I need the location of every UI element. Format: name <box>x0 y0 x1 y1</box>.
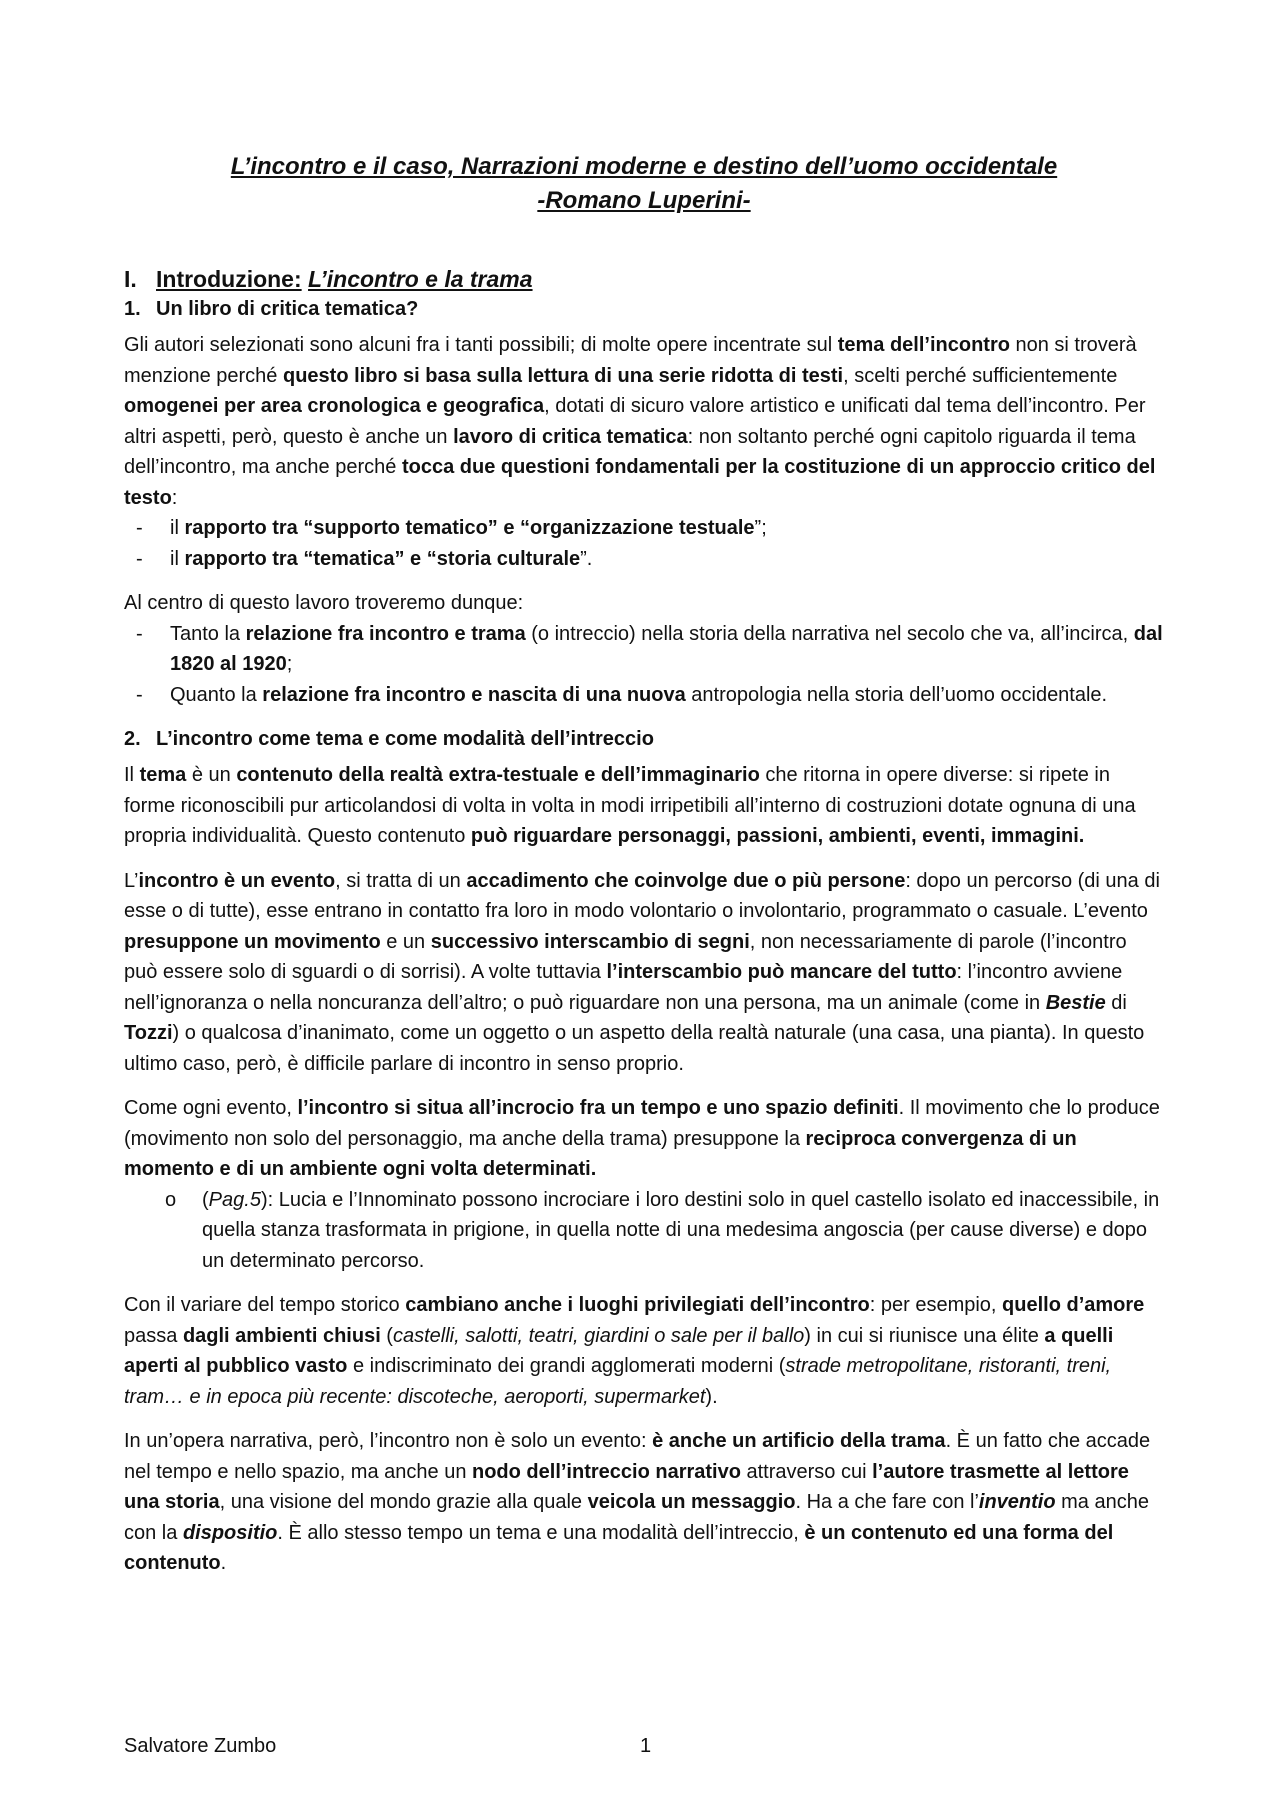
bold-run: quello d’amore <box>1002 1294 1145 1316</box>
bold-run: tema dell’incontro <box>837 334 1010 356</box>
title-line-1: L’incontro e il caso, Narrazioni moderne e destino dell’uomo occidentale <box>230 153 1058 180</box>
bold-run: l’interscambio può mancare del tutto <box>606 961 957 983</box>
section-2-paragraph-2 <box>124 866 1164 1080</box>
bold-run: cambiano anche i luoghi privilegiati dell’incontro <box>405 1294 870 1316</box>
text-run: . Ha a che fare con l’ <box>795 1491 979 1513</box>
text-run: , si tratta di un <box>335 869 467 892</box>
bold-run: dagli ambienti chiusi <box>182 1324 381 1347</box>
text-run: . <box>220 1552 227 1574</box>
text-run: . Il movimento che lo produce (movimento non solo del personaggio, ma anche della trama) presuppone la <box>124 1097 1160 1150</box>
bold-run: veicola un messaggio <box>587 1491 796 1513</box>
text-run: : l’incontro avviene nell’ignoranza o nella noncuranza dell’altro; o può riguardare non una persona, ma un animale (come in <box>124 961 1123 1014</box>
text-run: ). <box>705 1385 718 1408</box>
chapter-number: I. <box>124 266 137 292</box>
text-run: : per esempio, <box>869 1294 1003 1316</box>
section-2-title: L’incontro come tema e come modalità dell’intreccio <box>156 728 654 750</box>
text-run: che ritorna in opere diverse: si ripete in forme riconoscibili pur articolandosi di volta in volta in modi irripetibili all’interno di costruzioni dotate ognuna di una propria individualità. Questo contenuto <box>124 764 1136 847</box>
text-run: ) o qualcosa d’inanimato, come un oggetto o un aspetto della realtà naturale (una casa, una pianta). In questo ultimo caso, però, è difficile parlare di incontro in senso proprio. <box>124 1022 1145 1075</box>
text-run: e indiscriminato dei grandi agglomerati moderni ( <box>347 1355 786 1377</box>
bold-run: è un contenuto ed una forma del contenuto <box>124 1521 1114 1574</box>
list-item <box>124 680 1164 711</box>
section-1-paragraph-1 <box>124 330 1164 513</box>
text-run: ; <box>286 653 293 675</box>
footer-author: Salvatore Zumbo <box>124 1735 277 1757</box>
text-run: di <box>1105 991 1127 1014</box>
text-run: . È un fatto che accade nel tempo e nello spazio, ma anche un <box>124 1430 1151 1483</box>
text-run: ( <box>202 1188 209 1211</box>
section-1-title: Un libro di critica tematica? <box>156 298 419 320</box>
section-1-number: 1. <box>124 298 141 320</box>
italic-run: strade metropolitane, ristoranti, treni, tram… e in epoca più recente: discoteche, aeroporti, supermarket <box>124 1355 1112 1408</box>
bold-run: reciproca convergenza di un momento e di un ambiente ogni volta determinati. <box>124 1127 1077 1180</box>
text-run: ): Lucia e l’Innominato possono incrociare i loro destini solo in quel castello isolato ed inaccessibile, in quella stanza trasformata in prigione, in quella notte di una medesima angoscia (per cause diverse) e dopo un determinato percorso. <box>202 1188 1160 1272</box>
text-run: : <box>171 486 178 509</box>
bold-run: tocca due questioni fondamentali per la costituzione di un approccio critico del testo <box>124 456 1156 509</box>
bold-run: nodo dell’intreccio narrativo <box>472 1460 741 1483</box>
bold-italic-run: dispositio <box>182 1521 278 1544</box>
text-run: Quanto la <box>170 683 263 706</box>
bold-italic-run: inventio <box>978 1491 1056 1513</box>
text-run: passa <box>124 1324 183 1347</box>
bold-run: tema <box>139 764 187 786</box>
footer-page-number: 1 <box>640 1735 652 1757</box>
bold-run: incontro è un evento <box>138 869 336 892</box>
text-run: attraverso cui <box>740 1460 873 1483</box>
text-run: , dotati di sicuro valore artistico e unificati dal tema dell’incontro. Per altri aspetti, però, questo è anche un <box>124 395 1146 448</box>
section-2-sublist <box>124 1185 1164 1277</box>
section-2-paragraph-3 <box>124 1093 1164 1185</box>
title-line-2: -Romano Luperini- <box>537 187 751 214</box>
text-run: il <box>170 547 185 570</box>
text-run: . È allo stesso tempo un tema e una modalità dell’intreccio, <box>277 1521 805 1544</box>
bold-run: l’autore trasmette al lettore una storia <box>124 1460 1129 1513</box>
text-run: ”. <box>580 547 593 570</box>
italic-run: castelli, salotti, teatri, giardini o sale per il ballo <box>392 1324 805 1347</box>
text-run: Come ogni evento, <box>124 1097 298 1119</box>
chapter-subtitle: L’incontro e la trama <box>308 266 533 292</box>
text-run: Il <box>124 764 140 786</box>
bold-run: è anche un artificio della trama <box>652 1430 946 1452</box>
text-run: , non necessariamente di parole (l’incontro può essere solo di sguardi o di sorrisi). A volte tuttavia <box>124 930 1127 983</box>
text-run: ) in cui si riunisce una élite <box>804 1324 1045 1347</box>
text-run: antropologia nella storia dell’uomo occidentale. <box>685 683 1108 706</box>
list-item <box>124 619 1164 680</box>
italic-run: Pag.5 <box>208 1188 261 1211</box>
bold-run: questo libro si basa sulla lettura di una serie ridotta di testi <box>282 364 844 387</box>
page-title <box>124 150 1164 218</box>
bold-italic-run: Bestie <box>1045 991 1106 1014</box>
chapter-heading <box>124 264 1164 294</box>
bold-run: omogenei per area cronologica e geografica <box>124 395 545 417</box>
bold-run: rapporto tra “tematica” e “storia culturale <box>184 547 581 570</box>
section-2-number: 2. <box>124 728 141 750</box>
section-2-paragraph-1 <box>124 760 1164 852</box>
text-run: Gli autori selezionati sono alcuni fra i tanti possibili; di molte opere incentrate sul <box>124 334 838 356</box>
text-run: ”; <box>754 517 767 539</box>
text-run: : dopo un percorso (di una di esse o di tutte), esse entrano in contatto fra loro in modo volontario o involontario, programmato o casuale. L’evento <box>124 869 1160 922</box>
text-run: Con il variare del tempo storico <box>124 1294 406 1316</box>
bold-run: dal 1820 al 1920 <box>170 622 1163 675</box>
text-run: Tanto la <box>170 622 246 645</box>
section-1-list-1 <box>124 513 1164 574</box>
text-run: e un <box>380 930 431 953</box>
bold-run: l’incontro si situa all’incrocio fra un tempo e uno spazio definiti <box>297 1097 899 1119</box>
text-run: ( <box>380 1324 393 1347</box>
bold-run: presuppone un movimento <box>124 930 381 953</box>
bold-run: contenuto della realtà extra-testuale e dell’immaginario <box>236 764 760 786</box>
bold-run: rapporto tra “supporto tematico” e “organizzazione testuale <box>184 517 755 539</box>
chapter-label: Introduzione: <box>156 266 302 292</box>
section-2-paragraph-5 <box>124 1426 1164 1579</box>
section-2-paragraph-4 <box>124 1290 1164 1412</box>
bold-run: relazione fra incontro e trama <box>245 622 526 645</box>
text-run: non si troverà menzione perché <box>124 334 1137 387</box>
text-run: : non soltanto perché ogni capitolo riguarda il tema dell’incontro, ma anche perché <box>124 425 1136 478</box>
text-run: il <box>170 517 185 539</box>
text-run: In un’opera narrativa, però, l’incontro non è solo un evento: <box>124 1430 653 1452</box>
section-1-paragraph-2: Al centro di questo lavoro troveremo dunque: <box>124 592 524 614</box>
section-1-heading <box>124 294 1164 324</box>
text-run: (o intreccio) nella storia della narrativa nel secolo che va, all’incirca, <box>525 622 1134 645</box>
list-item <box>124 1185 1164 1277</box>
list-item <box>124 513 1164 544</box>
section-1-list-2 <box>124 619 1164 711</box>
text-run: ma anche con la <box>124 1491 1149 1544</box>
text-run: è un <box>186 764 237 786</box>
bold-run: relazione fra incontro e nascita di una nuova <box>262 683 686 706</box>
bold-run: a quelli aperti al pubblico vasto <box>124 1324 1114 1377</box>
section-2-heading <box>124 724 1164 754</box>
bold-run: successivo interscambio di segni <box>430 930 750 953</box>
bold-run: accadimento che coinvolge due o più persone <box>466 869 906 892</box>
page-content <box>124 150 1164 1593</box>
bold-run: può riguardare personaggi, passioni, ambienti, eventi, immagini. <box>470 825 1085 847</box>
list-item <box>124 544 1164 575</box>
text-run: , una visione del mondo grazie alla quale <box>219 1491 588 1513</box>
bold-run: Tozzi <box>124 1022 173 1044</box>
bold-run: lavoro di critica tematica <box>453 425 688 448</box>
text-run: L’ <box>124 869 139 892</box>
text-run: , scelti perché sufficientemente <box>843 364 1118 387</box>
